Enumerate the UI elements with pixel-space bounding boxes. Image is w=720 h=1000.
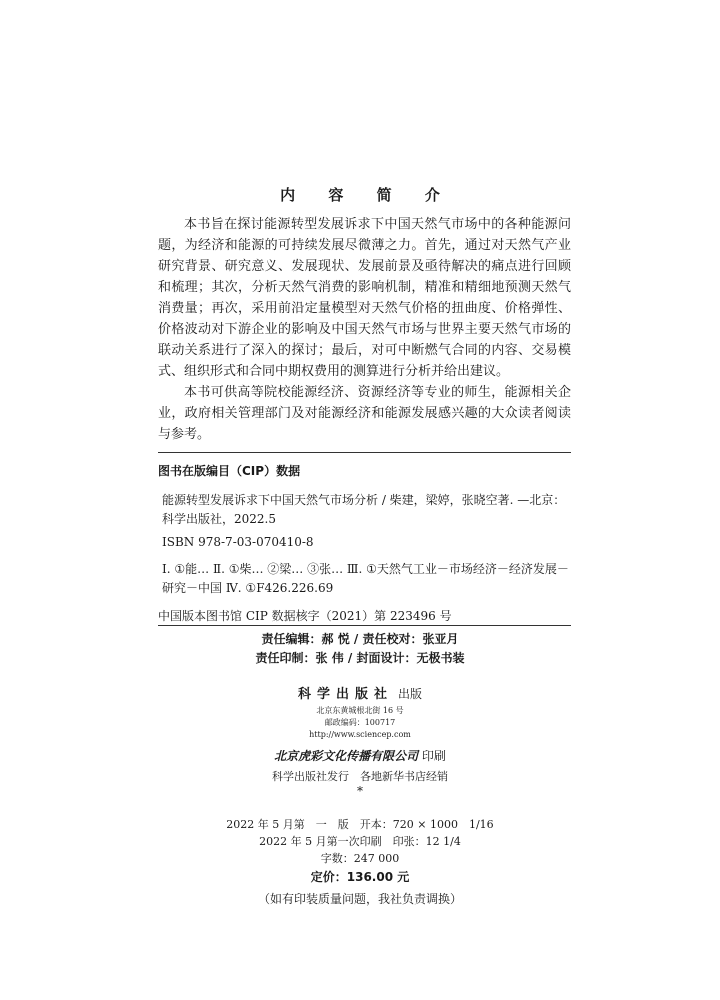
cip-record [158, 458, 571, 626]
publisher-website: http://www.sciencep.com [309, 730, 411, 739]
printer-name: 北京虎彩文化传播有限公司 [274, 749, 419, 763]
price: 定价：136.00 元 [310, 870, 410, 884]
distribution-line: 科学出版社发行 各地新华书店经销 [272, 770, 448, 783]
cip-top-rule [158, 452, 571, 453]
cip-heading: 图书在版编目（CIP）数据 [158, 464, 301, 478]
printer-suffix: 印刷 [421, 749, 446, 763]
cip-verification-number: 中国版本图书馆 CIP 数据核字（2021）第 223496 号 [158, 609, 452, 623]
credits-editors: 责任编辑：郝 悦 / 责任校对：张亚月 [261, 632, 459, 646]
cip-isbn: ISBN 978-7-03-070410-8 [162, 535, 314, 549]
edition-info [0, 816, 720, 908]
cip-bottom-rule [158, 625, 571, 626]
publisher-block [0, 683, 720, 796]
quality-notice: （如有印装质量问题，我社负责调换） [257, 892, 462, 906]
publisher-address: 北京东黄城根北街 16 号 [316, 706, 404, 715]
intro-paragraph-2: 本书可供高等院校能源经济、资源经济等专业的师生，能源相关企业，政府相关管理部门及对能源经济和能源发展感兴趣的大众读者阅读与参考。 [158, 385, 571, 442]
publisher-postcode: 邮政编码：100717 [324, 718, 396, 727]
intro-paragraph-1: 本书旨在探讨能源转型发展诉求下中国天然气市场中的各种能源问题，为经济和能源的可持续发展尽微薄之力。首先，通过对天然气产业研究背景、研究意义、发展现状、发展前景及亟待解决的痛点进行回顾和梳理；其次，分析天然气消费的影响机制，精准和精细地预测天然气消费量；再次，采用前沿定量模型对天然气价格的扭曲度、价格弹性、价格波动对下游企业的影响及中国天然气市场与世界主要天然气市场的联动关系进行了深入的探讨；最后，对可中断燃气合同的内容、交易模式、组织形式和合同中期权费用的测算进行分析并给出建议。 [158, 217, 571, 379]
cip-bibliographic-record: 能源转型发展诉求下中国天然气市场分析 / 柴建，梁婷，张晓空著. —北京：科学出版社，2022.5 [162, 493, 566, 526]
edition-first: 2022 年 5 月第 一 版 开本：720 × 1000 1/16 [226, 818, 494, 831]
credits-production: 责任印制：张 伟 / 封面设计：无极书装 [255, 651, 465, 665]
publisher-name: 科学出版社 [297, 687, 393, 702]
intro-text [158, 214, 571, 445]
cip-classification: Ⅰ. ①能… Ⅱ. ①柴… ②梁… ③张… Ⅲ. ①天然气工业－市场经济－经济发展－研究－中国 Ⅳ. ①F426.226.69 [162, 562, 569, 595]
intro-title: 内 容 简 介 [280, 186, 454, 204]
publisher-suffix: 出版 [398, 687, 423, 701]
separator-star: * [357, 784, 363, 798]
edition-word-count: 字数：247 000 [320, 852, 400, 865]
editorial-credits [0, 630, 720, 668]
edition-printing: 2022 年 5 月第一次印刷 印张：12 1/4 [259, 835, 461, 848]
